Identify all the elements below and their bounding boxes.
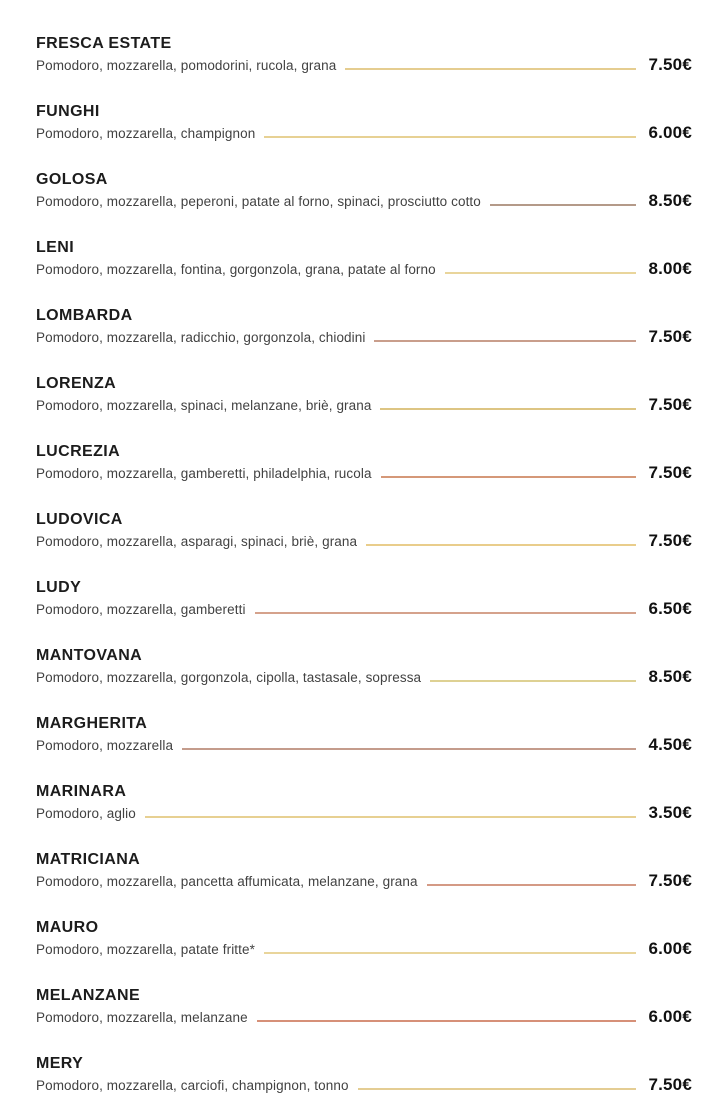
- menu-item-description-row: [36, 803, 692, 823]
- menu-item: [36, 577, 692, 619]
- menu-item-price: 6.00€: [648, 123, 692, 142]
- menu-item-description-row: [36, 327, 692, 347]
- menu-item-price: 7.50€: [648, 1075, 692, 1094]
- menu-item: [36, 169, 692, 211]
- price-leader-line: [430, 680, 636, 682]
- menu-item: [36, 1053, 692, 1095]
- menu-item-description: Pomodoro, mozzarella, fontina, gorgonzola, grana, patate al forno: [36, 262, 436, 277]
- menu-item-name: LENI: [36, 239, 75, 256]
- menu-item-description-row: [36, 259, 692, 279]
- menu-item-description-row: [36, 55, 692, 75]
- menu-item-description: Pomodoro, mozzarella, asparagi, spinaci, briè, grana: [36, 534, 358, 549]
- menu-item-price: 6.50€: [648, 599, 692, 618]
- menu-item-description-row: [36, 123, 692, 143]
- menu-item-name: LUCREZIA: [36, 443, 121, 460]
- menu-item-price: 8.50€: [648, 667, 692, 686]
- menu-item-description-row: [36, 599, 692, 619]
- menu-item: [36, 985, 692, 1027]
- menu-item-name: GOLOSA: [36, 171, 108, 188]
- menu-item-name: MELANZANE: [36, 987, 141, 1004]
- menu-item: [36, 849, 692, 891]
- menu-item-price: 4.50€: [648, 735, 692, 754]
- menu-item: [36, 781, 692, 823]
- price-leader-line: [380, 408, 636, 410]
- menu-item-description: Pomodoro, mozzarella, pomodorini, rucola, grana: [36, 58, 337, 73]
- menu-item: [36, 917, 692, 959]
- price-leader-line: [255, 612, 637, 614]
- menu-item-description-row: [36, 1007, 692, 1027]
- menu-item-description-row: [36, 463, 692, 483]
- menu-item: [36, 645, 692, 687]
- price-leader-line: [358, 1088, 637, 1090]
- menu-item-name: LUDY: [36, 579, 82, 596]
- menu-item: [36, 305, 692, 347]
- menu-item-name: MAURO: [36, 919, 99, 936]
- menu-item-description: Pomodoro, mozzarella, gorgonzola, cipolla, tastasale, sopressa: [36, 670, 422, 685]
- menu-item-name: MERY: [36, 1055, 84, 1072]
- menu-item-name: LUDOVICA: [36, 511, 123, 528]
- menu-item: [36, 373, 692, 415]
- menu-item-description: Pomodoro, aglio: [36, 806, 136, 821]
- menu-item-price: 6.00€: [648, 1007, 692, 1026]
- price-leader-line: [374, 340, 636, 342]
- price-leader-line: [381, 476, 637, 478]
- menu-item: [36, 33, 692, 75]
- menu-item-name: LORENZA: [36, 375, 117, 392]
- menu-item-price: 3.50€: [648, 803, 692, 822]
- price-leader-line: [490, 204, 637, 206]
- menu-item-description-row: [36, 531, 692, 551]
- menu-item-description-row: [36, 871, 692, 891]
- menu-item-price: 7.50€: [648, 55, 692, 74]
- menu-item-description: Pomodoro, mozzarella, radicchio, gorgonzola, chiodini: [36, 330, 366, 345]
- menu-item-description-row: [36, 191, 692, 211]
- menu-item-name: MANTOVANA: [36, 647, 143, 664]
- menu-item-description: Pomodoro, mozzarella, gamberetti: [36, 602, 246, 617]
- price-leader-line: [145, 816, 637, 818]
- menu-item-description-row: [36, 735, 692, 755]
- menu-item-name: MATRICIANA: [36, 851, 141, 868]
- menu-item-price: 7.50€: [648, 327, 692, 346]
- price-leader-line: [366, 544, 636, 546]
- menu-item-price: 7.50€: [648, 395, 692, 414]
- menu-item-description: Pomodoro, mozzarella, peperoni, patate al forno, spinaci, prosciutto cotto: [36, 194, 481, 209]
- menu-item-name: MARGHERITA: [36, 715, 148, 732]
- menu-item-price: 8.00€: [648, 259, 692, 278]
- menu-item-price: 7.50€: [648, 531, 692, 550]
- menu-item-price: 8.50€: [648, 191, 692, 210]
- price-leader-line: [427, 884, 637, 886]
- price-leader-line: [182, 748, 636, 750]
- menu-item: [36, 713, 692, 755]
- menu-item-description-row: [36, 939, 692, 959]
- menu-item: [36, 509, 692, 551]
- menu-item-price: 7.50€: [648, 463, 692, 482]
- menu-item-description: Pomodoro, mozzarella, melanzane: [36, 1010, 248, 1025]
- price-leader-line: [257, 1020, 637, 1022]
- menu-item-description: Pomodoro, mozzarella, champignon: [36, 126, 256, 141]
- price-leader-line: [445, 272, 637, 274]
- menu-item-price: 7.50€: [648, 871, 692, 890]
- menu-item: [36, 101, 692, 143]
- menu-item-description-row: [36, 395, 692, 415]
- menu-item-description: Pomodoro, mozzarella, patate fritte*: [36, 942, 255, 957]
- menu-item-description: Pomodoro, mozzarella, carciofi, champignon, tonno: [36, 1078, 349, 1093]
- menu-item-description: Pomodoro, mozzarella, pancetta affumicata, melanzane, grana: [36, 874, 418, 889]
- menu-item-name: MARINARA: [36, 783, 127, 800]
- menu-item-name: LOMBARDA: [36, 307, 133, 324]
- menu-item-description-row: [36, 667, 692, 687]
- menu-item: [36, 441, 692, 483]
- menu-item-description-row: [36, 1075, 692, 1095]
- price-leader-line: [264, 136, 636, 138]
- menu-item-description: Pomodoro, mozzarella: [36, 738, 174, 753]
- pizza-menu-list: [36, 33, 692, 1095]
- menu-item-name: FUNGHI: [36, 103, 100, 120]
- price-leader-line: [264, 952, 636, 954]
- menu-item-description: Pomodoro, mozzarella, spinaci, melanzane, briè, grana: [36, 398, 372, 413]
- menu-item-price: 6.00€: [648, 939, 692, 958]
- menu-item: [36, 237, 692, 279]
- menu-item-description: Pomodoro, mozzarella, gamberetti, philadelphia, rucola: [36, 466, 372, 481]
- menu-item-name: FRESCA ESTATE: [36, 35, 172, 52]
- price-leader-line: [345, 68, 636, 70]
